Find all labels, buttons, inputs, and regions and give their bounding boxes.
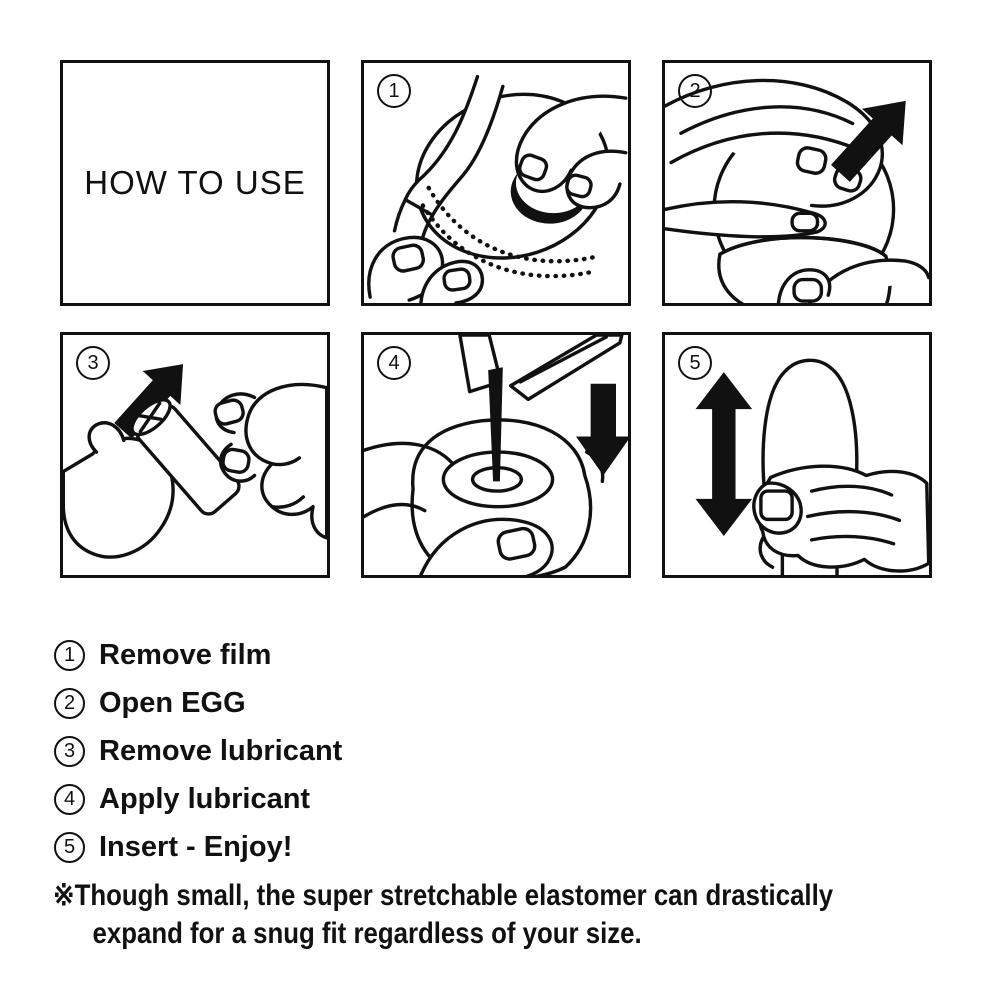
fist [246, 384, 327, 537]
panel-open-egg [662, 60, 932, 306]
thumbnail [222, 448, 251, 474]
thumbnail [391, 244, 424, 273]
legend-item [54, 775, 342, 823]
panel-remove-lubricant [60, 332, 330, 578]
panel-title [60, 60, 330, 306]
fingernail [792, 213, 817, 231]
thumbnail [761, 491, 792, 519]
panel-remove-film [361, 60, 631, 306]
footnote-line-2: expand for a snug fit regardless of your size. [92, 917, 642, 950]
panel-apply-lubricant [361, 332, 631, 578]
step-number-badge: 3 [54, 736, 85, 767]
fingernail [565, 173, 593, 198]
footnote-line-1 [53, 877, 833, 915]
down-arrow-icon [576, 384, 628, 476]
panel-insert-enjoy [662, 332, 932, 578]
legend-item [54, 679, 342, 727]
fingernail [796, 146, 828, 175]
step-number-badge: 3 [76, 346, 110, 380]
step-number-badge: 1 [377, 74, 411, 108]
step-label: Remove film [99, 638, 272, 671]
step-number-badge: 2 [678, 74, 712, 108]
step-number-badge: 4 [54, 784, 85, 815]
step-number-badge: 5 [678, 346, 712, 380]
step-number-badge: 5 [54, 832, 85, 863]
thumbnail [794, 280, 821, 301]
footnote [53, 877, 833, 953]
legend-item [54, 823, 342, 871]
footnote-text: Though small, the super stretchable elastomer can drastically [74, 879, 834, 912]
reference-mark: ※ [53, 879, 75, 912]
step-legend [54, 631, 342, 871]
legend-item [54, 727, 342, 775]
step-number-badge: 1 [54, 640, 85, 671]
up-down-arrow-icon [696, 372, 753, 536]
fingernail [213, 398, 245, 426]
step-label: Insert - Enjoy! [99, 830, 293, 863]
fingernail [443, 268, 471, 291]
legend-item [54, 631, 342, 679]
step-label: Apply lubricant [99, 782, 311, 815]
step-number-badge: 4 [377, 346, 411, 380]
page-title: HOW TO USE [84, 164, 306, 201]
step-number-badge: 2 [54, 688, 85, 719]
step-label: Open EGG [99, 686, 246, 719]
thumbnail [496, 527, 536, 561]
step-label: Remove lubricant [99, 734, 343, 767]
